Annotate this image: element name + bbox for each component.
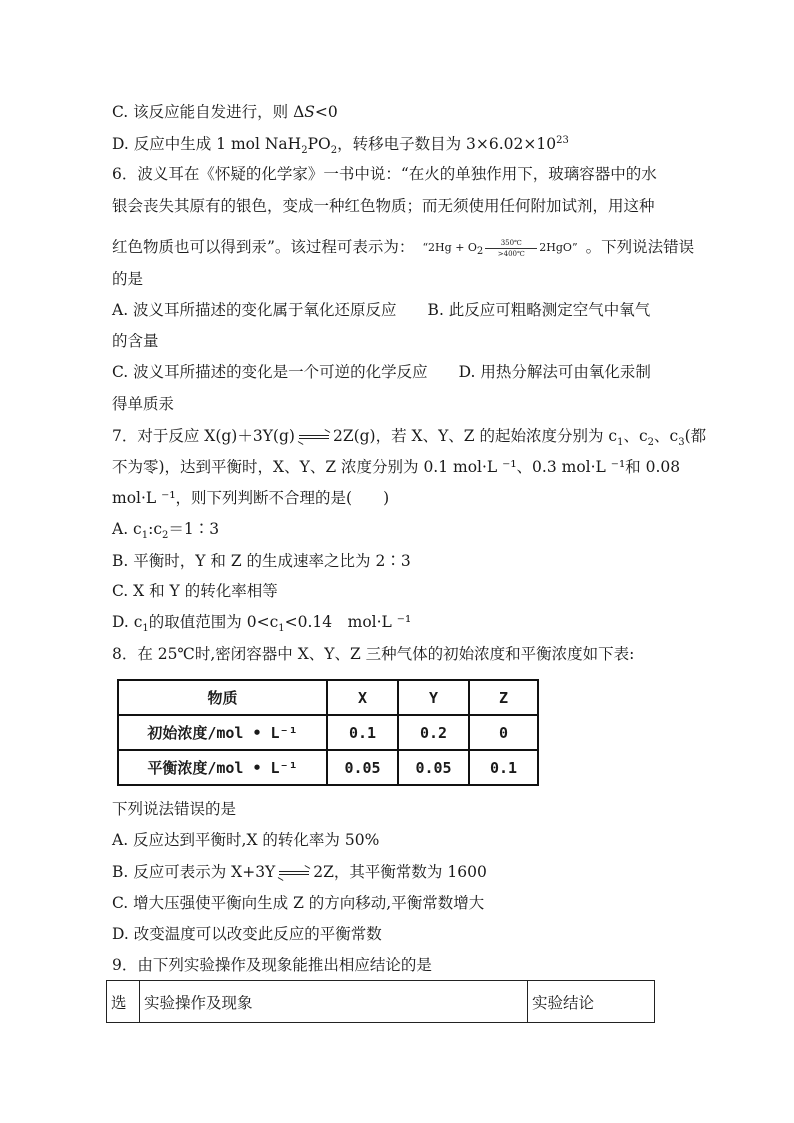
table-cell: 0 — [469, 715, 538, 750]
reversible-arrow-icon — [277, 869, 311, 877]
q7-line-3: mol·L ⁻¹，则下列判断不合理的是( ) — [112, 489, 390, 507]
q7-line-2: 不为零)，达到平衡时，X、Y、Z 浓度分别为 0.1 mol·L ⁻¹、0.3 mol·L ⁻¹和 0.08 — [112, 458, 681, 476]
table-row — [118, 715, 538, 750]
q8-line-1: 8．在 25℃时,密闭容器中 X、Y、Z 三种气体的初始浓度和平衡浓度如下表: — [112, 645, 635, 663]
q7-option-b: B. 平衡时，Y 和 Z 的生成速率之比为 2∶3 — [112, 552, 411, 570]
q8-line-after-table: 下列说法错误的是 — [112, 800, 237, 818]
q6-option-ab-cont: 的含量 — [112, 332, 159, 350]
table-header-cell: 实验操作及现象 — [140, 981, 528, 1023]
reversible-arrow-icon — [297, 433, 331, 441]
table-cell: 平衡浓度/mol • L⁻¹ — [118, 750, 327, 785]
q6-option-cd: C. 波义耳所描述的变化是一个可逆的化学反应 D. 用热分解法可由氧化汞制 — [112, 363, 651, 381]
q6-option-ab: A. 波义耳所描述的变化属于氧化还原反应 B. 此反应可粗略测定空气中氧气 — [112, 301, 651, 319]
table-cell: 0.05 — [327, 750, 398, 785]
q7-line-1: 7．对于反应 X(g)＋3Y(g) 2Z(g)，若 X、Y、Z 的起始浓度分别为 $c_1$、$c_2$、$c_3$(都 — [112, 427, 707, 449]
q7-option-d: D. $c_1$的取值范围为 $0<c_1<0.14$ mol·L ⁻¹ — [112, 613, 412, 635]
q6-equation: “$2Hg + O_2$ $\frac{350℃}{>400℃}$ 2HgO” — [422, 238, 578, 258]
reaction-arrow-icon: $\frac{350℃}{>400℃}$ — [485, 239, 537, 258]
concentration-table — [117, 679, 539, 786]
table-header-row — [107, 981, 655, 1023]
q9-line-1: 9．由下列实验操作及现象能推出相应结论的是 — [112, 956, 432, 974]
table-row — [118, 750, 538, 785]
q6-line-1: 6．波义耳在《怀疑的化学家》一书中说：“在火的单独作用下，玻璃容器中的水 — [112, 165, 657, 183]
q8-option-d: D. 改变温度可以改变此反应的平衡常数 — [112, 925, 382, 943]
q8-option-c: C. 增大压强使平衡向生成 Z 的方向移动,平衡常数增大 — [112, 894, 485, 912]
experiment-table — [106, 980, 655, 1023]
table-cell: 0.2 — [398, 715, 469, 750]
table-cell: 0.1 — [469, 750, 538, 785]
q8-option-a: A. 反应达到平衡时,X 的转化率为 50% — [112, 831, 380, 849]
option-c-q5: C. 该反应能自发进行，则 ΔS<0 — [112, 103, 338, 121]
table-header-row — [118, 680, 538, 715]
q6-line-2: 银会丧失其原有的银色，变成一种红色物质；而无须使用任何附加试剂，用这种 — [112, 197, 655, 215]
table-header-cell: Y — [398, 680, 469, 715]
q6-option-cd-cont: 得单质汞 — [112, 395, 175, 413]
table-header-cell: X — [327, 680, 398, 715]
table-cell: 0.1 — [327, 715, 398, 750]
table-cell: 初始浓度/mol • L⁻¹ — [118, 715, 327, 750]
q6-line-4: 的是 — [112, 270, 144, 288]
q6-line-3: 红色物质也可以得到汞”。该过程可表示为： “$2Hg + O_2$ $\frac{350℃}{>400℃}$ 2HgO” 。下列说法错误 — [112, 238, 695, 258]
table-header-cell: Z — [469, 680, 538, 715]
q7-option-c: C. X 和 Y 的转化率相等 — [112, 582, 278, 600]
option-d-q5: D. 反应中生成 1 mol $NaH_2PO_2$，转移电子数目为 $3\times 6.02\times 10^{23}$ — [112, 134, 569, 157]
table-cell: 0.05 — [398, 750, 469, 785]
table-header-cell: 选 — [107, 981, 140, 1023]
table-header-cell: 物质 — [118, 680, 327, 715]
table-header-cell: 实验结论 — [528, 981, 655, 1023]
q7-option-a: A. $c_1:c_2=1∶3$ — [112, 520, 220, 542]
q8-option-b: B. 反应可表示为 X+3Y 2Z，其平衡常数为 1600 — [112, 863, 487, 881]
